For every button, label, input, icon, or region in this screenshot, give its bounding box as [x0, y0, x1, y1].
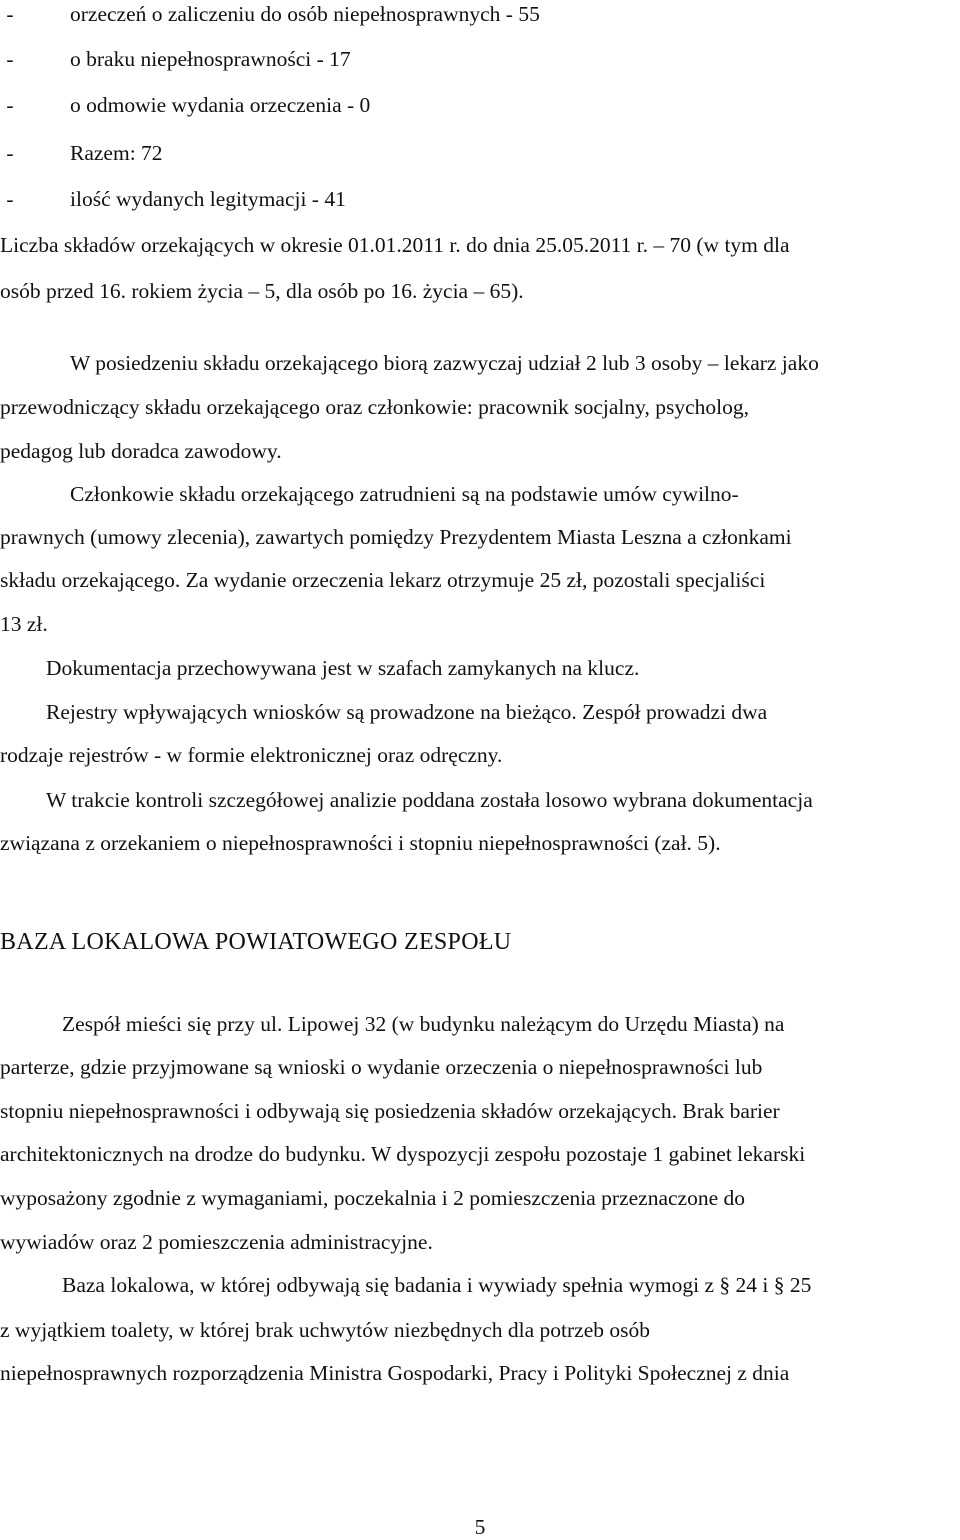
list-bullet: -: [6, 47, 14, 71]
paragraph-line: parterze, gdzie przyjmowane są wnioski o wydanie orzeczenia o niepełnosprawności lub: [0, 1055, 763, 1079]
list-item: [0, 186, 958, 212]
list-item-text: o braku niepełnosprawności - 17: [70, 47, 351, 71]
paragraph-line: przewodniczący składu orzekającego oraz członkowie: pracownik socjalny, psycholog,: [0, 395, 750, 419]
paragraph-line: Baza lokalowa, w której odbywają się badania i wywiady spełnia wymogi z § 24 i § 25: [62, 1273, 812, 1297]
paragraph-line: W posiedzeniu składu orzekającego biorą zazwyczaj udział 2 lub 3 osoby – lekarz jako: [70, 351, 819, 375]
paragraph-line: związana z orzekaniem o niepełnosprawności i stopniu niepełnosprawności (zał. 5).: [0, 831, 721, 855]
list-bullet: -: [6, 93, 14, 117]
list-bullet: -: [6, 187, 14, 211]
paragraph-line: 13 zł.: [0, 612, 48, 636]
paragraph-line: osób przed 16. rokiem życia – 5, dla osób po 16. życia – 65).: [0, 279, 524, 303]
paragraph-line: architektonicznych na drodze do budynku. W dyspozycji zespołu pozostaje 1 gabinet lekarski: [0, 1142, 806, 1166]
paragraph-line: Rejestry wpływających wniosków są prowadzone na bieżąco. Zespół prowadzi dwa: [46, 700, 768, 724]
paragraph-line: Dokumentacja przechowywana jest w szafach zamykanych na klucz.: [46, 656, 640, 680]
paragraph-line: Zespół mieści się przy ul. Lipowej 32 (w budynku należącym do Urzędu Miasta) na: [62, 1012, 785, 1036]
page-number: 5: [474, 1515, 486, 1539]
list-item-text: Razem: 72: [70, 141, 163, 165]
list-item: [0, 92, 958, 118]
paragraph-line: prawnych (umowy zlecenia), zawartych pomiędzy Prezydentem Miasta Leszna a członkami: [0, 525, 792, 549]
list-item: [0, 1, 958, 27]
paragraph-line: wywiadów oraz 2 pomieszczenia administracyjne.: [0, 1230, 433, 1254]
paragraph-line: W trakcie kontroli szczegółowej analizie poddana została losowo wybrana dokumentacja: [46, 788, 813, 812]
paragraph-line: pedagog lub doradca zawodowy.: [0, 439, 282, 463]
section-heading: BAZA LOKALOWA POWIATOWEGO ZESPOŁU: [0, 929, 512, 955]
paragraph-line: stopniu niepełnosprawności i odbywają się posiedzenia składów orzekających. Brak barier: [0, 1099, 780, 1123]
paragraph-line: Członkowie składu orzekającego zatrudnieni są na podstawie umów cywilno-: [70, 482, 739, 506]
list-item-text: o odmowie wydania orzeczenia - 0: [70, 93, 371, 117]
list-bullet: -: [6, 141, 14, 165]
paragraph-line: z wyjątkiem toalety, w której brak uchwytów niezbędnych dla potrzeb osób: [0, 1318, 650, 1342]
list-item-text: ilość wydanych legitymacji - 41: [70, 187, 346, 211]
list-item-text: orzeczeń o zaliczeniu do osób niepełnosprawnych - 55: [70, 2, 540, 26]
paragraph-line: Liczba składów orzekających w okresie 01.01.2011 r. do dnia 25.05.2011 r. – 70 (w tym dla: [0, 233, 790, 257]
paragraph-line: niepełnosprawnych rozporządzenia Ministra Gospodarki, Pracy i Polityki Społecznej z dnia: [0, 1361, 790, 1385]
paragraph-line: wyposażony zgodnie z wymaganiami, poczekalnia i 2 pomieszczenia przeznaczone do: [0, 1186, 746, 1210]
paragraph-line: rodzaje rejestrów - w formie elektronicznej oraz odręczny.: [0, 743, 503, 767]
list-item: [0, 140, 958, 166]
list-item: [0, 46, 958, 72]
list-bullet: -: [6, 2, 14, 26]
paragraph-line: składu orzekającego. Za wydanie orzeczenia lekarz otrzymuje 25 zł, pozostali specjaliści: [0, 568, 766, 592]
